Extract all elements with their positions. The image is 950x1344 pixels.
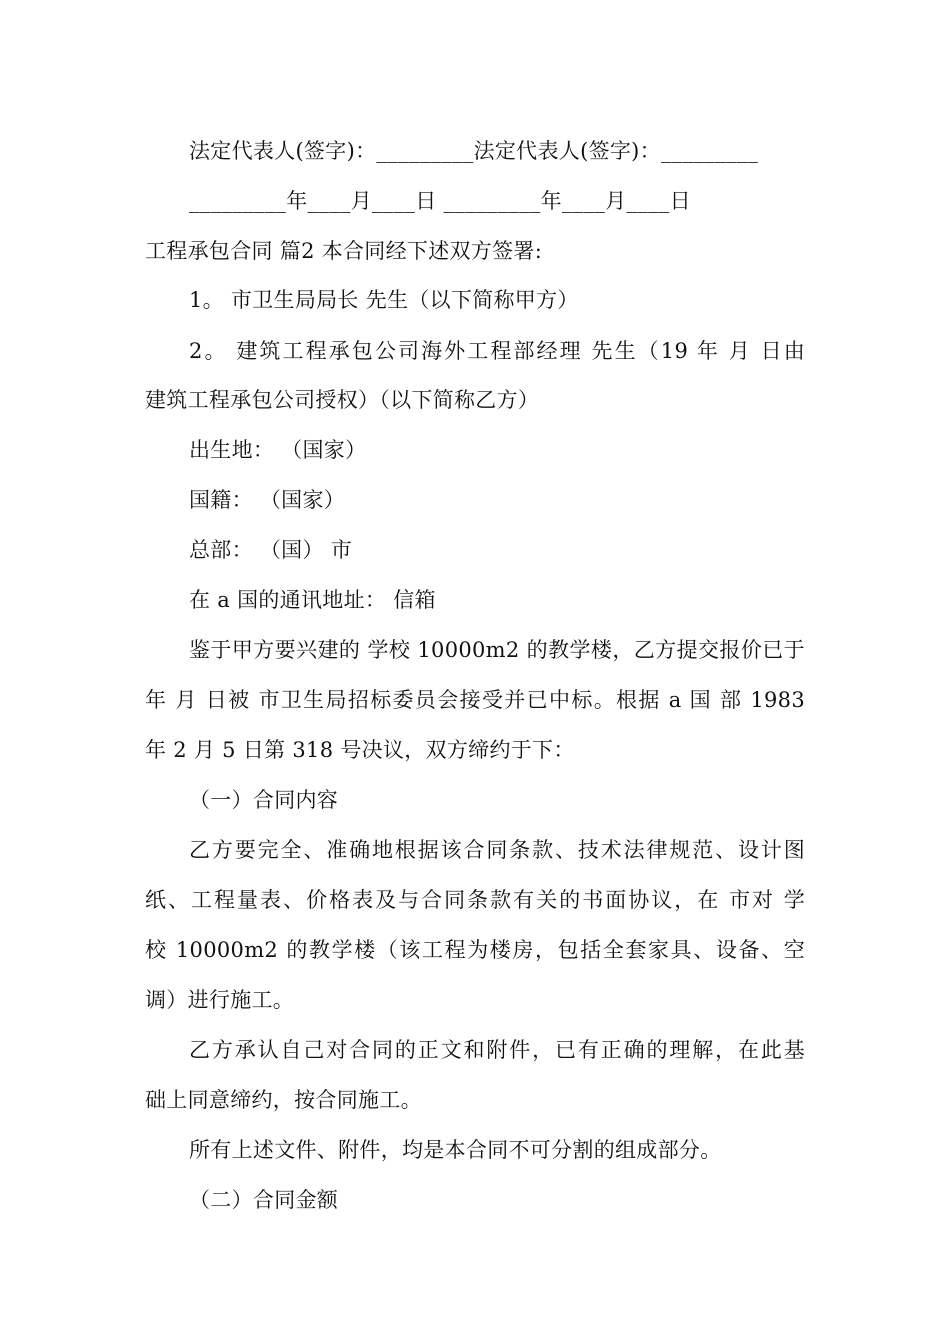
section-heading: 工程承包合同 篇2 本合同经下述双方签署:: [145, 239, 543, 263]
birthplace-line: 出生地： （国家）: [189, 438, 367, 462]
subsection-heading: （一）合同内容: [189, 788, 339, 812]
address-line: 在 a 国的通讯地址： 信箱: [189, 588, 436, 612]
party-a-line: 1。 市卫生局局长 先生（以下简称甲方）: [189, 288, 579, 312]
subsection-heading: （二）合同金额: [189, 1188, 339, 1212]
paragraph-line: 调）进行施工。: [145, 988, 295, 1012]
paragraph-line: 鉴于甲方要兴建的 学校 10000m2 的教学楼，乙方提交报价已于: [189, 638, 805, 662]
paragraph-line: 所有上述文件、附件，均是本合同不可分割的组成部分。: [189, 1138, 722, 1162]
signature-line: 法定代表人(签字)：_________法定代表人(签字)：_________: [189, 139, 759, 163]
paragraph-line: 乙方要完全、准确地根据该合同条款、技术法律规范、设计图: [189, 838, 805, 862]
paragraph-line: 年 2 月 5 日第 318 号决议，双方缔约于下：: [145, 738, 575, 762]
party-b-line-cont: 建筑工程承包公司授权）（以下简称乙方）: [145, 388, 540, 412]
headquarters-line: 总部： （国） 市: [189, 538, 353, 562]
party-b-line: 2。 建筑工程承包公司海外工程部经理 先生（19 年 月 日由: [189, 339, 805, 363]
paragraph-line: 纸、工程量表、价格表及与合同条款有关的书面协议，在 市对 学: [145, 888, 805, 912]
paragraph-line: 校 10000m2 的教学楼（该工程为楼房，包括全套家具、设备、空: [145, 938, 805, 962]
paragraph-line: 础上同意缔约，按合同施工。: [145, 1088, 422, 1112]
paragraph-line: 年 月 日被 市卫生局招标委员会接受并已中标。根据 a 国 部 1983: [145, 688, 805, 712]
paragraph-line: 乙方承认自己对合同的正文和附件，已有正确的理解，在此基: [189, 1038, 805, 1062]
nationality-line: 国籍： （国家）: [189, 488, 346, 512]
date-line: _________年____月____日 _________年____月____日: [189, 189, 691, 213]
